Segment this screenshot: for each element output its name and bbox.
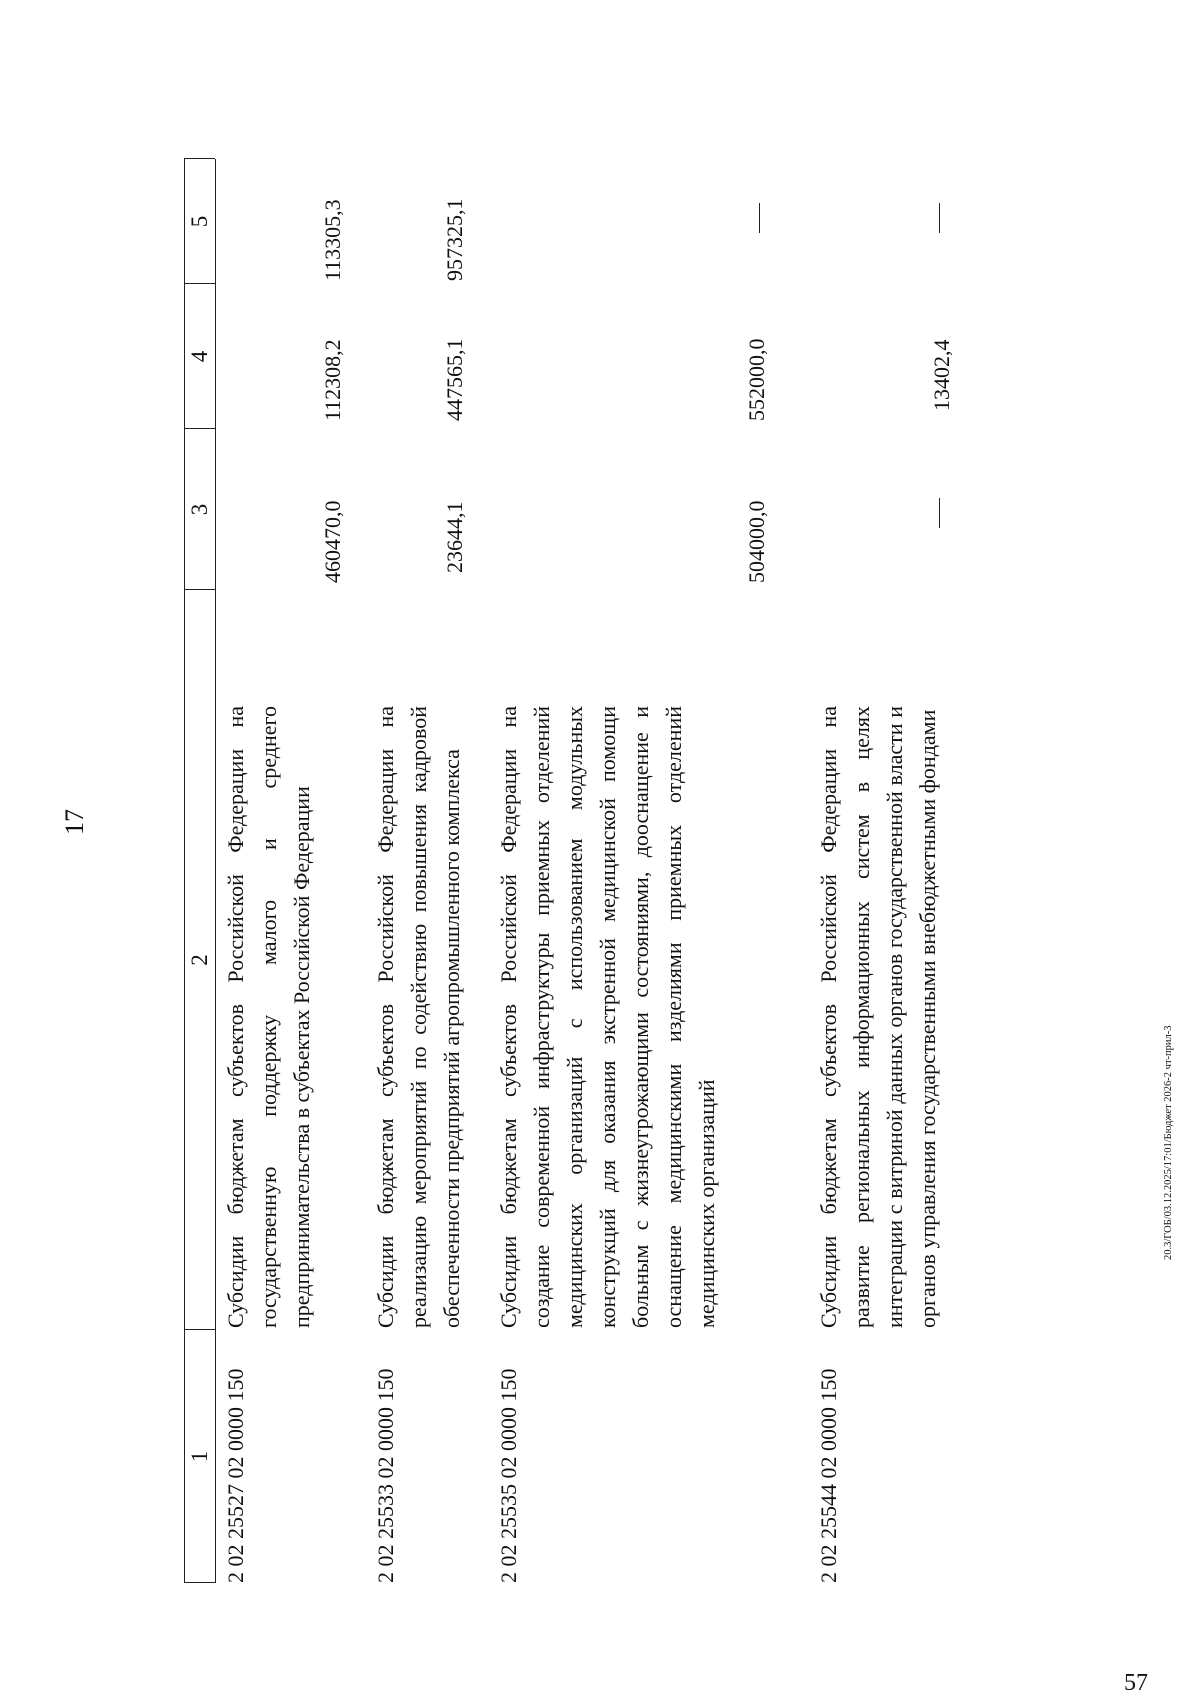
row-description: Субсидии бюджетам субъектов Российской Федерации на государственную поддержку малого и среднего предпринимательства в субъектах Российской Федерации [223,706,314,1328]
row-code: 2 02 25533 02 0000 150 [373,1368,398,1583]
header-col-5: 5 [187,215,212,228]
row-code: 2 02 25535 02 0000 150 [496,1368,521,1583]
page-number-top: 17 [60,809,89,835]
header-col-4: 4 [187,350,212,363]
row-col4-value: 447565,1 [442,338,467,421]
row-col5-dash [759,203,760,233]
budget-table [184,159,1054,1583]
row-col4-value: 112308,2 [320,339,345,421]
header-col-1: 1 [187,1450,212,1463]
row-col5-value: 113305,3 [320,199,345,281]
row-col5-dash [939,203,940,233]
row-code: 2 02 25527 02 0000 150 [223,1368,248,1583]
row-col3-value: 23644,1 [442,501,467,573]
document-reference: 20.3/ГОБ/03.12.2025/17:01/Бюджет 2026-2 чт-прил-3 [1163,1025,1174,1260]
header-col-3: 3 [187,503,212,516]
row-col3-dash [939,498,940,528]
row-description: Субсидии бюджетам субъектов Российской Федерации на создание современной инфраструктуры приемных отделений медицинских организаций с использованием модульных конструкций для оказания экстренной медицинской помощи больным с жизнеугрожающими состояниями, дооснащение и оснащение медицинскими изделиями приемных отделений медицинских организаций [496,706,719,1328]
row-col3-value: 460470,0 [320,500,345,583]
row-code: 2 02 25544 02 0000 150 [816,1368,841,1583]
row-col3-value: 504000,0 [744,500,769,583]
row-col4-value: 13402,4 [929,339,954,411]
table-header [184,159,216,1583]
row-col4-value: 552000,0 [744,338,769,421]
row-description: Субсидии бюджетам субъектов Российской Федерации на развитие региональных информационных систем в целях интеграции с витриной данных органов государственной власти и органов управления государственными внебюджетными фондами [816,706,940,1328]
header-col-2: 2 [187,954,212,966]
row-description: Субсидии бюджетам субъектов Российской Федерации на реализацию мероприятий по содействию повышения кадровой обеспеченности предприятий агропромышленного комплекса [373,706,464,1328]
sheet-number: 57 [1124,1670,1148,1696]
row-col5-value: 957325,1 [442,198,467,281]
